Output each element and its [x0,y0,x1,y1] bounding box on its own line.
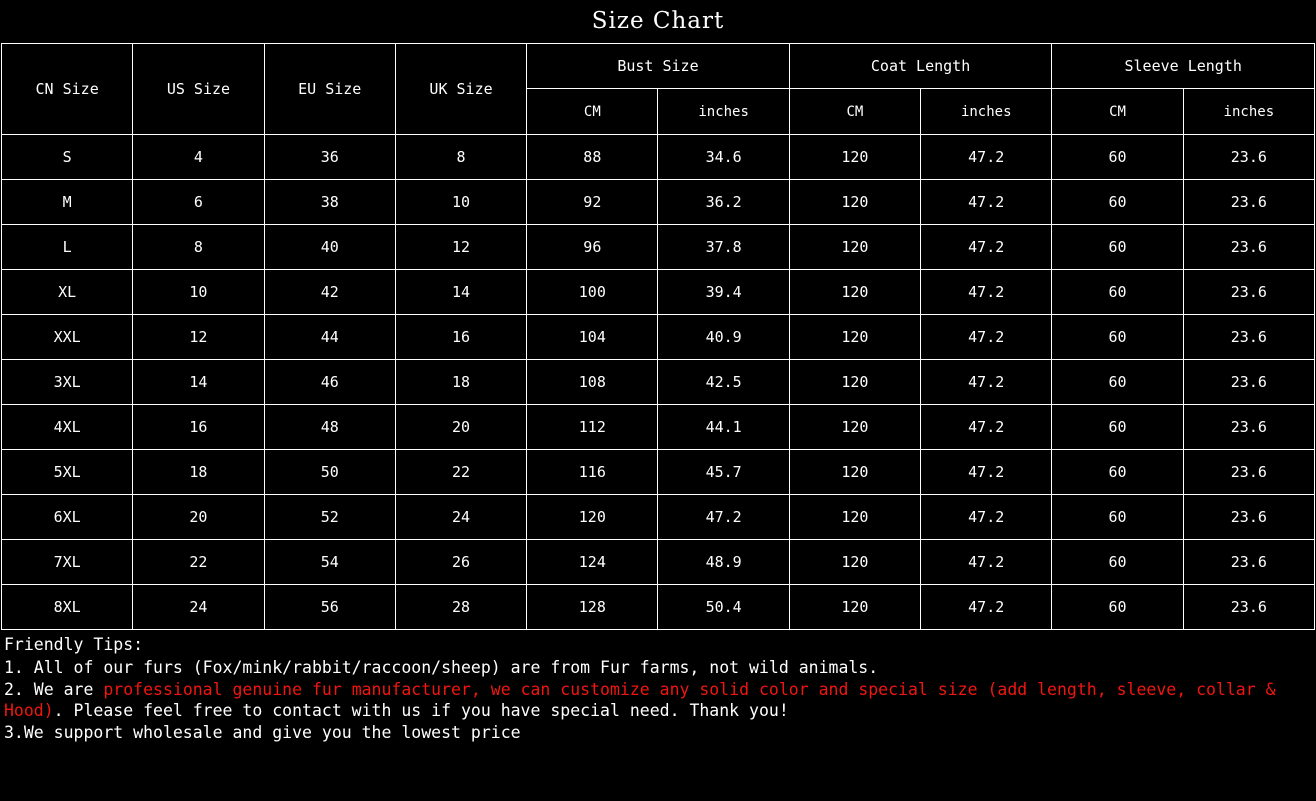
cell-sleeve-cm: 60 [1052,405,1183,450]
tips-line-2-suffix: . Please feel free to contact with us if you have special need. Thank you! [53,701,789,721]
cell-uk-size: 14 [395,270,526,315]
header-bust-cm: CM [527,89,658,135]
table-row [2,450,1315,495]
cell-bust-cm: 108 [527,360,658,405]
cell-eu-size: 38 [264,180,395,225]
tips-line-1: 1. All of our furs (Fox/mink/rabbit/raccoon/sheep) are from Fur farms, not wild animals. [4,657,879,677]
cell-sleeve-inches: 23.6 [1183,585,1314,630]
table-row [2,540,1315,585]
cell-bust-inches: 47.2 [658,495,789,540]
cell-bust-cm: 88 [527,135,658,180]
cell-uk-size: 26 [395,540,526,585]
cell-sleeve-cm: 60 [1052,270,1183,315]
table-row [2,180,1315,225]
cell-cn-size: 4XL [2,405,133,450]
cell-coat-cm: 120 [789,495,920,540]
table-row [2,270,1315,315]
cell-bust-inches: 37.8 [658,225,789,270]
cell-bust-inches: 36.2 [658,180,789,225]
cell-sleeve-cm: 60 [1052,135,1183,180]
cell-sleeve-cm: 60 [1052,360,1183,405]
cell-eu-size: 54 [264,540,395,585]
cell-bust-cm: 128 [527,585,658,630]
cell-coat-inches: 47.2 [921,585,1052,630]
cell-eu-size: 50 [264,450,395,495]
cell-uk-size: 16 [395,315,526,360]
table-row [2,585,1315,630]
tips-heading: Friendly Tips: [4,635,144,654]
cell-uk-size: 28 [395,585,526,630]
header-sleeve-cm: CM [1052,89,1183,135]
cell-bust-cm: 100 [527,270,658,315]
header-coat-inches: inches [921,89,1052,135]
cell-sleeve-cm: 60 [1052,180,1183,225]
cell-bust-cm: 124 [527,540,658,585]
cell-bust-cm: 120 [527,495,658,540]
cell-sleeve-inches: 23.6 [1183,180,1314,225]
cell-sleeve-inches: 23.6 [1183,360,1314,405]
cell-cn-size: XXL [2,315,133,360]
cell-bust-cm: 116 [527,450,658,495]
cell-uk-size: 12 [395,225,526,270]
cell-coat-cm: 120 [789,585,920,630]
cell-eu-size: 44 [264,315,395,360]
cell-cn-size: S [2,135,133,180]
cell-coat-inches: 47.2 [921,540,1052,585]
cell-us-size: 12 [133,315,264,360]
table-row [2,225,1315,270]
cell-bust-inches: 44.1 [658,405,789,450]
cell-coat-inches: 47.2 [921,405,1052,450]
cell-coat-cm: 120 [789,450,920,495]
cell-us-size: 20 [133,495,264,540]
cell-coat-cm: 120 [789,135,920,180]
tips-line-2-prefix: 2. We are [4,679,104,699]
cell-coat-cm: 120 [789,225,920,270]
cell-uk-size: 8 [395,135,526,180]
cell-cn-size: 8XL [2,585,133,630]
cell-us-size: 14 [133,360,264,405]
cell-coat-cm: 120 [789,360,920,405]
cell-bust-inches: 45.7 [658,450,789,495]
cell-sleeve-inches: 23.6 [1183,405,1314,450]
table-body [2,135,1315,630]
cell-bust-inches: 40.9 [658,315,789,360]
cell-eu-size: 56 [264,585,395,630]
cell-cn-size: L [2,225,133,270]
cell-sleeve-cm: 60 [1052,315,1183,360]
cell-sleeve-inches: 23.6 [1183,225,1314,270]
cell-cn-size: M [2,180,133,225]
table-row [2,135,1315,180]
header-us-size: US Size [133,44,264,135]
cell-sleeve-cm: 60 [1052,495,1183,540]
cell-sleeve-cm: 60 [1052,225,1183,270]
cell-cn-size: 6XL [2,495,133,540]
cell-bust-inches: 50.4 [658,585,789,630]
cell-us-size: 22 [133,540,264,585]
cell-coat-inches: 47.2 [921,495,1052,540]
cell-bust-cm: 96 [527,225,658,270]
cell-coat-cm: 120 [789,540,920,585]
cell-sleeve-cm: 60 [1052,585,1183,630]
cell-cn-size: XL [2,270,133,315]
friendly-tips-section [0,630,1316,744]
cell-us-size: 24 [133,585,264,630]
table-row [2,405,1315,450]
header-coat-cm: CM [789,89,920,135]
cell-coat-inches: 47.2 [921,315,1052,360]
page-title: Size Chart [591,8,725,34]
header-eu-size: EU Size [264,44,395,135]
cell-coat-cm: 120 [789,180,920,225]
header-coat-length: Coat Length [789,44,1052,89]
table-header [2,44,1315,135]
cell-sleeve-inches: 23.6 [1183,270,1314,315]
tips-line-3: 3.We support wholesale and give you the lowest price [4,723,521,743]
cell-bust-inches: 39.4 [658,270,789,315]
cell-uk-size: 22 [395,450,526,495]
cell-us-size: 4 [133,135,264,180]
table-row [2,495,1315,540]
cell-sleeve-inches: 23.6 [1183,450,1314,495]
cell-us-size: 18 [133,450,264,495]
cell-eu-size: 42 [264,270,395,315]
cell-coat-inches: 47.2 [921,450,1052,495]
tips-line-2 [4,679,1312,723]
cell-coat-cm: 120 [789,405,920,450]
cell-coat-inches: 47.2 [921,270,1052,315]
table-row [2,360,1315,405]
header-cn-size: CN Size [2,44,133,135]
cell-eu-size: 36 [264,135,395,180]
table-row [2,315,1315,360]
cell-bust-inches: 42.5 [658,360,789,405]
cell-bust-inches: 48.9 [658,540,789,585]
cell-uk-size: 18 [395,360,526,405]
cell-uk-size: 24 [395,495,526,540]
cell-coat-inches: 47.2 [921,360,1052,405]
cell-us-size: 16 [133,405,264,450]
cell-eu-size: 40 [264,225,395,270]
cell-coat-cm: 120 [789,270,920,315]
cell-bust-inches: 34.6 [658,135,789,180]
cell-bust-cm: 104 [527,315,658,360]
cell-us-size: 8 [133,225,264,270]
header-sleeve-length: Sleeve Length [1052,44,1315,89]
cell-eu-size: 46 [264,360,395,405]
cell-sleeve-inches: 23.6 [1183,135,1314,180]
cell-uk-size: 20 [395,405,526,450]
cell-sleeve-cm: 60 [1052,540,1183,585]
cell-cn-size: 3XL [2,360,133,405]
cell-coat-inches: 47.2 [921,135,1052,180]
tips-line-2-highlight: professional genuine fur manufacturer, we can customize any solid color and special size (add length, sleeve, collar & Hood) [4,679,1276,721]
cell-eu-size: 48 [264,405,395,450]
table-header-row-group [2,44,1315,89]
cell-eu-size: 52 [264,495,395,540]
cell-sleeve-cm: 60 [1052,450,1183,495]
cell-us-size: 6 [133,180,264,225]
size-chart-table [1,43,1315,630]
cell-us-size: 10 [133,270,264,315]
cell-coat-cm: 120 [789,315,920,360]
header-sleeve-inches: inches [1183,89,1314,135]
header-bust-size: Bust Size [527,44,790,89]
cell-cn-size: 7XL [2,540,133,585]
cell-coat-inches: 47.2 [921,180,1052,225]
cell-bust-cm: 92 [527,180,658,225]
cell-sleeve-inches: 23.6 [1183,315,1314,360]
cell-uk-size: 10 [395,180,526,225]
cell-cn-size: 5XL [2,450,133,495]
cell-sleeve-inches: 23.6 [1183,540,1314,585]
cell-coat-inches: 47.2 [921,225,1052,270]
cell-sleeve-inches: 23.6 [1183,495,1314,540]
header-uk-size: UK Size [395,44,526,135]
header-bust-inches: inches [658,89,789,135]
cell-bust-cm: 112 [527,405,658,450]
